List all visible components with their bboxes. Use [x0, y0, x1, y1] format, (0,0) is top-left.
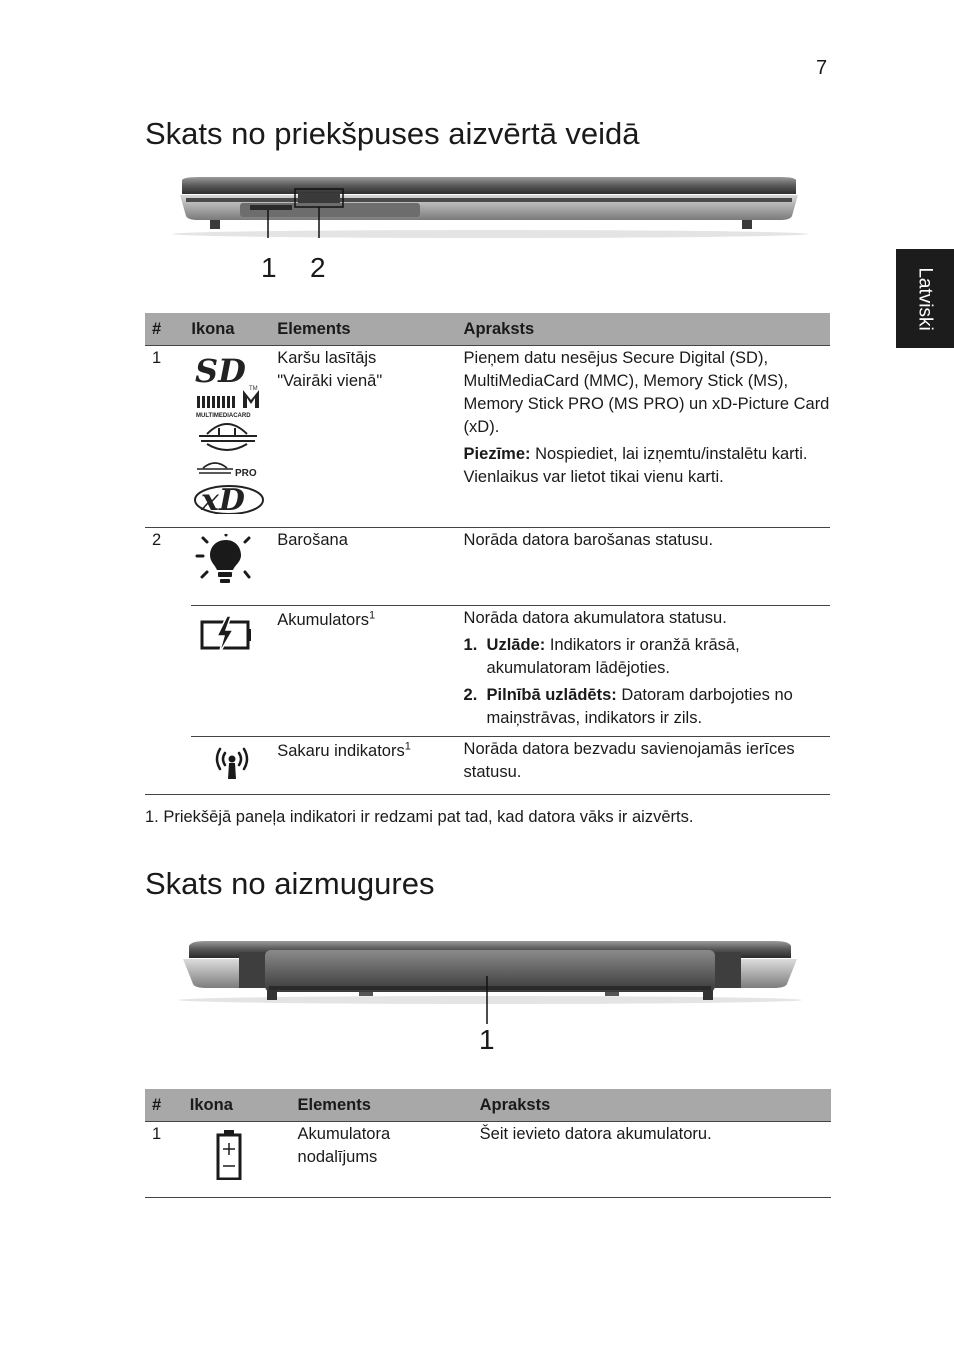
note-label: Piezīme:	[463, 445, 531, 463]
element-label: Akumulators	[277, 611, 369, 629]
row-element	[298, 1122, 480, 1198]
page-number: 7	[816, 57, 828, 79]
list-item-label: Uzlāde:	[486, 636, 546, 654]
row-num	[145, 606, 191, 737]
table-row	[145, 346, 830, 528]
table-header-row	[145, 313, 830, 346]
svg-text:SD: SD	[195, 352, 247, 390]
row-num: 1	[152, 1125, 162, 1143]
laptop-front-image	[170, 176, 810, 238]
list-item-body	[487, 634, 830, 680]
list-item-number: 1.	[463, 636, 478, 654]
svg-text:TM: TM	[249, 386, 259, 392]
language-tab	[896, 249, 954, 348]
svg-text:PRO: PRO	[235, 468, 258, 479]
element-line-1: Akumulatora	[297, 1125, 391, 1143]
element-line-2: "Vairāki vienā"	[277, 372, 383, 390]
card-reader-logos-icon	[191, 346, 277, 528]
list-item-label: Pilnībā uzlādēts:	[486, 686, 617, 704]
header-num: #	[145, 313, 191, 346]
callout-1-rear: 1	[479, 1024, 495, 1055]
element-label: Sakaru indikators	[277, 742, 405, 760]
header-element: Elements	[277, 313, 463, 346]
row-element	[277, 346, 463, 528]
section-title-rear: Skats no aizmugures	[145, 866, 435, 901]
table-row	[145, 528, 830, 606]
svg-text:xD: xD	[201, 483, 246, 514]
row-element	[277, 606, 463, 737]
wireless-icon	[191, 737, 277, 795]
power-bulb-icon	[191, 528, 277, 606]
list-item-text: Datoram darbojoties no maiņstrāvas, indikators ir zils.	[486, 686, 793, 727]
row-num: 1	[152, 349, 162, 367]
callout-2: 2	[310, 252, 326, 283]
row-description: Šeit ievieto datora akumulatoru.	[479, 1125, 712, 1143]
note-text: Nospiediet, lai izņemtu/instalētu karti. Vienlaikus var lietot tikai vienu karti.	[463, 445, 808, 486]
footnote-ref: 1	[404, 740, 411, 753]
footnote: 1. Priekšējā paneļa indikatori ir redzami pat tad, kad datora vāks ir aizvērts.	[145, 808, 694, 826]
row-description: Norāda datora bezvadu savienojamās ierīces statusu.	[463, 740, 795, 781]
list-item	[464, 634, 830, 680]
callout-1: 1	[261, 252, 277, 283]
element-line-1: Karšu lasītājs	[277, 349, 377, 367]
row-description	[464, 606, 830, 737]
row-num	[145, 737, 191, 795]
battery-bay-icon	[190, 1122, 298, 1198]
list-item-number: 2.	[463, 686, 478, 704]
front-view-table	[145, 313, 830, 795]
laptop-rear-image	[175, 938, 805, 1028]
header-description: Apraksts	[480, 1089, 831, 1122]
note	[464, 443, 830, 489]
row-element: Barošana	[277, 528, 463, 606]
table-header-row	[145, 1089, 831, 1122]
battery-charge-icon	[191, 606, 277, 737]
table-row	[145, 737, 830, 795]
header-description: Apraksts	[464, 313, 830, 346]
table-row	[145, 606, 830, 737]
element-line-2: nodalījums	[297, 1148, 378, 1166]
list-item-body	[487, 684, 830, 730]
header-icon: Ikona	[190, 1089, 298, 1122]
svg-text:MULTIMEDIACARD: MULTIMEDIACARD	[196, 413, 251, 419]
table-row	[145, 1122, 831, 1198]
row-num: 2	[152, 531, 162, 549]
row-description	[464, 346, 830, 528]
rear-view-table	[145, 1089, 831, 1198]
header-element: Elements	[298, 1089, 480, 1122]
list-item	[464, 684, 830, 730]
header-num: #	[145, 1089, 190, 1122]
description-text: Norāda datora akumulatora statusu.	[463, 609, 727, 627]
row-element	[277, 737, 463, 795]
language-tab-label: Latviski	[915, 266, 937, 331]
section-title-front: Skats no priekšpuses aizvērtā veidā	[145, 116, 640, 151]
list-item-text: Indikators ir oranžā krāsā, akumulatoram lādējoties.	[486, 636, 740, 677]
row-description: Norāda datora barošanas statusu.	[464, 528, 830, 606]
header-icon: Ikona	[191, 313, 277, 346]
footnote-ref: 1	[368, 609, 376, 622]
description-text: Pieņem datu nesējus Secure Digital (SD), MultiMediaCard (MMC), Memory Stick (MS), Memory Stick PRO (MS PRO) un xD-Picture Card (xD).	[463, 349, 830, 436]
